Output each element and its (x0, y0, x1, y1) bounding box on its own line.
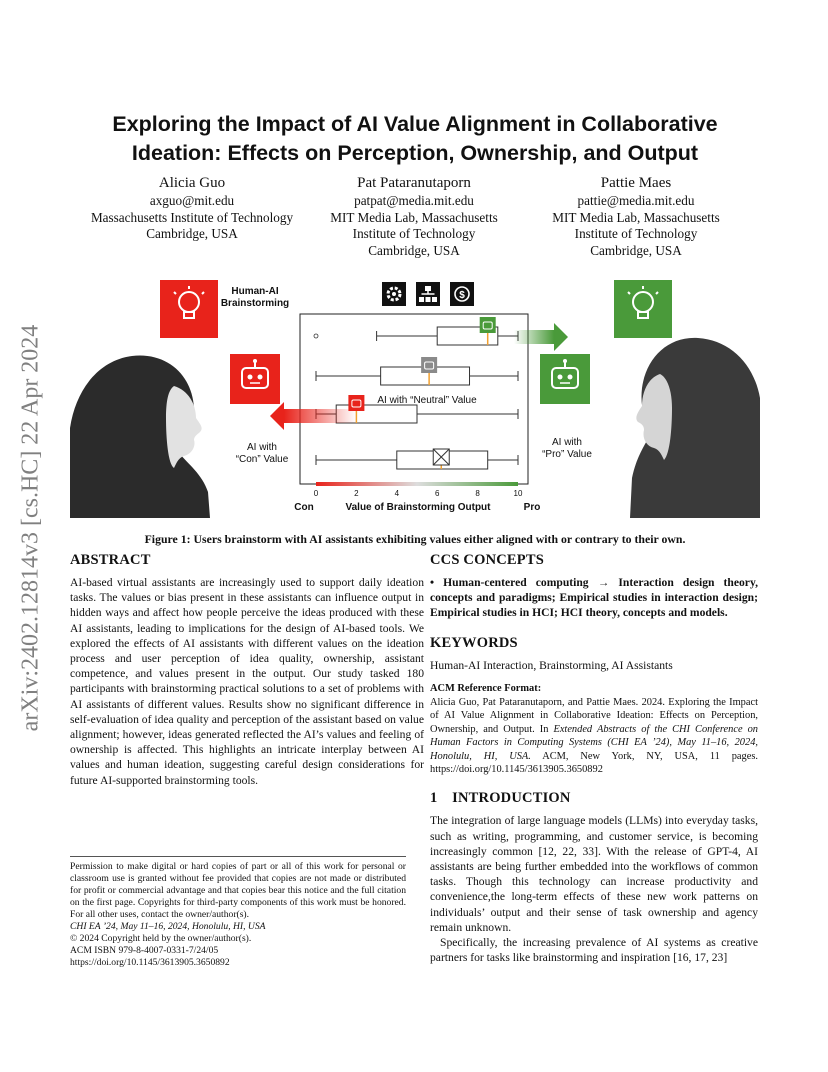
copyright-text: © 2024 Copyright held by the owner/author(s). (70, 933, 252, 944)
tick-label: 6 (434, 489, 440, 498)
paper-title: Exploring the Impact of AI Value Alignment in Collaborative Ideation: Effects on Perception, Ownership, and Output (112, 112, 718, 165)
keywords-text: Human-AI Interaction, Brainstorming, AI Assistants (430, 658, 673, 672)
axis-ticks (314, 489, 523, 498)
acm-ref-heading: ACM Reference Format: (430, 682, 542, 694)
abstract-heading: ABSTRACT (70, 552, 151, 568)
acm-ref-text: Alicia Guo, Pat Pataranutaporn, and Pattie Maes. 2024. Exploring the Impact of AI Value Alignment in Collaborative Ideation: Effects on Perception, Ownership, and Output. In Extended Abstracts of the CHI Conference on Human Factors in Computing Systems (CHI EA ’24), May 11–16, 2024, Honolulu, HI, USA. ACM, New York, NY, USA, 11 pages. https://doi.org/10.1145/3613905.3650892 (430, 697, 758, 776)
brainstorm-label-2: Brainstorming (220, 298, 290, 309)
author-affiliation: Institute of Technology (574, 226, 698, 241)
pro-axis-label: Pro (523, 502, 541, 513)
venue-text: CHI EA ’24, May 11–16, 2024, Honolulu, HI, USA (70, 921, 266, 932)
author-affiliation: MIT Media Lab, Massachusetts (330, 209, 498, 225)
svg-text:$: $ (459, 290, 465, 301)
box-robot-marker (348, 395, 364, 411)
con-axis-label: Con (294, 502, 314, 513)
green-lightbulb-icon (614, 280, 672, 338)
intro-heading: 1 INTRODUCTION (430, 790, 571, 807)
author-email: patpat@media.mit.edu (354, 193, 474, 208)
author-affiliation: MIT Media Lab, Massachusetts (552, 209, 720, 225)
figure-1 (70, 278, 760, 518)
human-right-face (636, 374, 672, 460)
author-affiliation: Massachusetts Institute of Technology (90, 209, 294, 225)
keywords-heading: KEYWORDS (430, 634, 518, 651)
box-robot-marker (480, 317, 496, 333)
box-robot-marker (421, 357, 437, 373)
abstract-text: AI-based virtual assistants are increasingly used to support daily ideation tasks. The values or bias present in these assistants can influence output in hidden ways and affect how people perceive the ideas produced with these AI assistants, leading to implications for the design of AI-based tools. We explored the effects of AI assistants with different values on the ideation process and user perception of idea quality, ownership, assistant competence, and values present in the output. Our study tasked 180 participants with brainstorming practical solutions to a set of problems with AI assistants of different values. Results show no significant difference in self-evaluation of idea quality and perception of the assistant based on value alignment; however, ideas generated reflected the AI’s values and feeling of ownership is affected. This highlights an intricate interplay between AI values and human ideation, suggesting careful design considerations for future AI-supported brainstorming tools. (70, 576, 424, 787)
author-block-1 (72, 174, 312, 243)
author-location: Cambridge, USA (146, 226, 238, 241)
tick-label: 4 (394, 489, 400, 498)
tick-label: 0 (313, 489, 319, 498)
red-lightbulb-icon (160, 280, 218, 338)
con-label-2: “Con” Value (235, 454, 289, 465)
hierarchy-icon (416, 282, 440, 306)
author-block-2 (294, 174, 534, 259)
author-email: axguo@mit.edu (149, 193, 235, 208)
con-label-1: AI with (246, 442, 278, 453)
value-gradient-bar (316, 482, 518, 486)
figure-caption: Figure 1: Users brainstorm with AI assistants exhibiting values either aligned with or contrary to their own. (144, 532, 686, 546)
permission-footnote (70, 856, 406, 969)
tick-label: 2 (354, 489, 359, 498)
red-robot-icon (230, 354, 280, 404)
author-affiliation: Institute of Technology (352, 226, 476, 241)
left-column (70, 552, 424, 788)
doi-link[interactable]: https://doi.org/10.1145/3613905.3650892 (70, 957, 230, 968)
author-name: Pattie Maes (600, 175, 672, 191)
author-email: pattie@media.mit.edu (577, 193, 695, 208)
author-block-3 (516, 174, 756, 259)
green-robot-icon (540, 354, 590, 404)
intro-paragraph-2: Specifically, the increasing prevalence of AI systems as creative partners for tasks like brainstorming and inspiration [16, 17, 23] (430, 936, 758, 965)
x-axis-label: Value of Brainstorming Output (345, 502, 491, 513)
author-location: Cambridge, USA (590, 242, 682, 258)
author-name: Pat Pataranutaporn (357, 175, 471, 191)
arxiv-id: arXiv:2402.12814v3 [cs.HC] 22 Apr 2024 (17, 324, 44, 732)
pro-label-1: AI with (551, 437, 583, 448)
neutral-label: AI with “Neutral” Value (377, 395, 477, 406)
author-location: Cambridge, USA (368, 242, 460, 258)
brainstorm-label-1: Human-AI (231, 286, 279, 297)
ccs-text: • Human-centered computing → Interaction design theory, concepts and paradigms; Empirical studies in interaction design; Empirical studies in HCI; HCI theory, concepts and models. (430, 576, 758, 620)
tick-label: 10 (513, 489, 523, 498)
ccs-heading: CCS CONCEPTS (430, 552, 544, 568)
arxiv-sidebar (8, 288, 54, 768)
isbn-text: ACM ISBN 979-8-4007-0331-7/24/05 (70, 945, 219, 956)
permission-text: Permission to make digital or hard copies of part or all of this work for personal or classroom use is granted without fee provided that copies are not made or distributed for profit or commercial advantage and that copies bear this notice and the full citation on the first page. Copyrights for third-party components of this work must be honored. For all other uses, contact the owner/author(s). (70, 861, 406, 920)
pro-label-2: “Pro” Value (542, 449, 592, 460)
author-name: Alicia Guo (158, 175, 226, 191)
right-column (430, 552, 758, 965)
dollar-icon (450, 282, 474, 306)
intro-paragraph-1: The integration of large language models (LLMs) into everyday tasks, such as writing, programming, and customer service, is becoming increasingly common [12, 22, 33]. With the release of GPT-4, AI assistants are being further embedded into the workflows of common tasks. Though this technology can increase productivity and convenience,the long-term effects of these new work patterns on individuals’ output and their sense of task ownership and agency remain unknown. (430, 814, 758, 934)
gear-icon (382, 282, 406, 306)
human-left-face (166, 386, 202, 468)
tick-label: 8 (475, 489, 480, 498)
